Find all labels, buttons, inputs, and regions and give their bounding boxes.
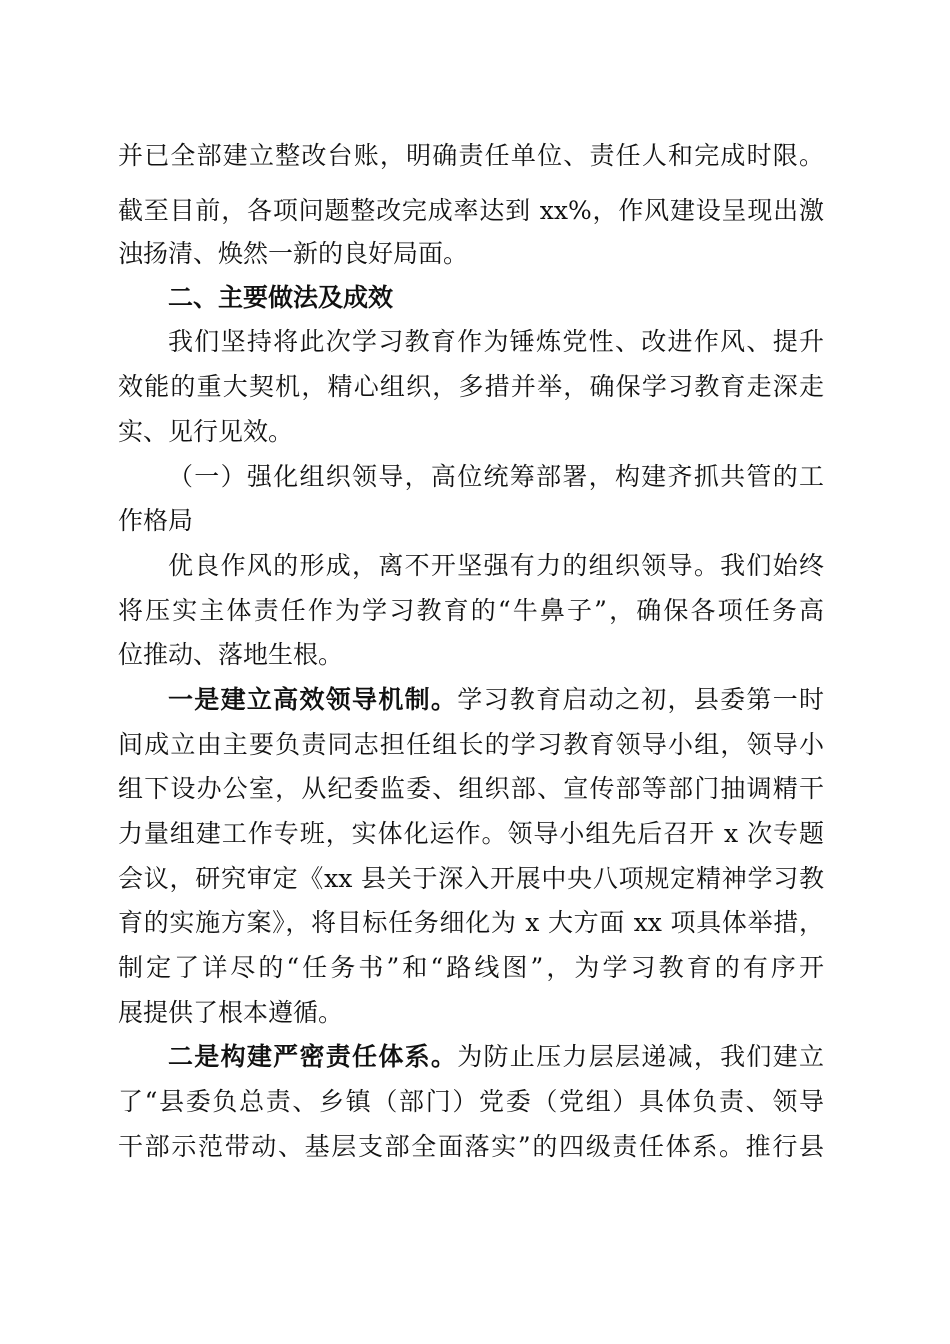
point1-first-rest: 学习教育启动之初，县委第一时 — [457, 685, 824, 714]
point1-line-4: 力量组建工作专班，实体化运作。领导小组先后召开 x 次专题 — [118, 819, 824, 848]
point1-line-5: 会议，研究审定《xx 县关于深入开展中央八项规定精神学习教 — [118, 864, 824, 893]
section-para-line-1: 我们坚持将此次学习教育作为锤炼党性、改进作风、提升 — [168, 327, 824, 356]
section-heading: 二、主要做法及成效 — [168, 283, 394, 312]
point1-line-8: 展提供了根本遵循。 — [118, 998, 344, 1027]
point2-line-2: 了“县委负总责、乡镇（部门）党委（党组）具体负责、领导 — [118, 1087, 824, 1116]
point1-line-6: 育的实施方案》，将目标任务细化为 x 大方面 xx 项具体举措， — [118, 908, 824, 937]
subsection-title-line-2: 作格局 — [118, 506, 194, 535]
point1-line-1 — [168, 677, 824, 723]
subsection-para-line-3: 位推动、落地生根。 — [118, 640, 344, 669]
point2-line-1 — [168, 1034, 824, 1080]
subsection-title-line-1: （一）强化组织领导，高位统筹部署，构建齐抓共管的工 — [168, 462, 824, 491]
point1-line-3: 组下设办公室，从纪委监委、组织部、宣传部等部门抽调精干 — [118, 774, 824, 803]
point1-lead: 一是建立高效领导机制。 — [168, 685, 458, 714]
point2-line-3: 干部示范带动、基层支部全面落实”的四级责任体系。推行县 — [118, 1132, 824, 1161]
point2-first-rest: 为防止压力层层递减，我们建立 — [457, 1042, 824, 1071]
point2-lead: 二是构建严密责任体系。 — [168, 1042, 458, 1071]
intro-line-3: 浊扬清、焕然一新的良好局面。 — [118, 239, 469, 268]
point1-line-7: 制定了详尽的“任务书”和“路线图”，为学习教育的有序开 — [118, 953, 824, 982]
subsection-para-line-2: 将压实主体责任作为学习教育的“牛鼻子”，确保各项任务高 — [118, 596, 824, 625]
subsection-para-line-1: 优良作风的形成，离不开坚强有力的组织领导。我们始终 — [168, 551, 824, 580]
intro-line-2: 截至目前，各项问题整改完成率达到 xx%，作风建设呈现出激 — [118, 196, 824, 225]
intro-line-1: 并已全部建立整改台账，明确责任单位、责任人和完成时限。 — [118, 141, 824, 170]
section-para-line-2: 效能的重大契机，精心组织，多措并举，确保学习教育走深走 — [118, 372, 824, 401]
point1-line-2: 间成立由主要负责同志担任组长的学习教育领导小组，领导小 — [118, 730, 824, 759]
section-para-line-3: 实、见行见效。 — [118, 417, 294, 446]
